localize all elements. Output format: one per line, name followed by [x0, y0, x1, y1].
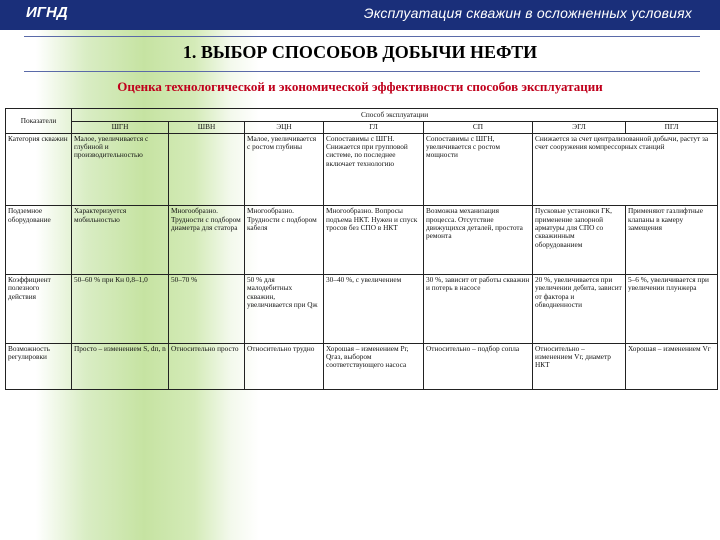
- table-cell: Сопоставимы с ШГН, увеличивается с ростом мощности: [424, 133, 533, 206]
- header-topic: Эксплуатация скважин в осложненных условиях: [363, 5, 692, 21]
- table-cell: Многообразно. Вопросы подъема НКТ. Нужен и спуск тросов без СПО в НКТ: [324, 206, 424, 275]
- table-cell: 50 % для малодебитных скважин, увеличивается при Qж: [245, 274, 324, 343]
- column-header: ЭГЛ: [533, 122, 626, 133]
- column-header: ШВН: [169, 122, 245, 133]
- table-cell: Характеризуется мобильностью: [72, 206, 169, 275]
- row-header: Подземное оборудование: [6, 206, 72, 275]
- comparison-table: [5, 108, 717, 390]
- table-cell: 30 %, зависит от работы скважин и потерь в насосе: [424, 274, 533, 343]
- table-cell: Многообразно. Трудности с подбором кабеля: [245, 206, 324, 275]
- table-cell: Относительно трудно: [245, 343, 324, 389]
- page-title: 1. ВЫБОР СПОСОБОВ ДОБЫЧИ НЕФТИ: [182, 42, 538, 62]
- table-cell: Относительно просто: [169, 343, 245, 389]
- column-header: ЭЦН: [245, 122, 324, 133]
- table-cell: Сопоставимы с ШГН. Снижается при групповой системе, по последнее включает технологию: [324, 133, 424, 206]
- column-header: СП: [424, 122, 533, 133]
- table-cell: Пусковые установки ГК, применение запорной арматуры для СПО со скважинным оборудованием: [533, 206, 626, 275]
- table-cell: Относительно – подбор сопла: [424, 343, 533, 389]
- table-cell: 50–70 %: [169, 274, 245, 343]
- table-cell: [169, 133, 245, 206]
- table-row: [6, 274, 718, 343]
- group-header: Способ эксплуатации: [72, 109, 718, 122]
- table-cell: Просто – изменением S, dп, n: [72, 343, 169, 389]
- table-cell: Снижается за счет централизованной добычи, растут за счет сооружения компрессорных станций: [533, 133, 718, 206]
- table-cell: Применяют газлифтные клапаны в камеру замещения: [626, 206, 718, 275]
- table-row: [6, 133, 718, 206]
- header-org: ИГНД: [26, 4, 68, 21]
- corner-header: Показатели: [6, 109, 72, 134]
- table-cell: 50–60 % при Кн 0,8–1,0: [72, 274, 169, 343]
- table-cell: Хорошая – изменением Vг: [626, 343, 718, 389]
- table-cell: Хорошая – изменением Рг, Qгаз, выбором соответствующего насоса: [324, 343, 424, 389]
- column-header: ПГЛ: [626, 122, 718, 133]
- table-cell: Малое, увеличивается с ростом глубины: [245, 133, 324, 206]
- title-divider-bottom: [24, 71, 700, 72]
- table-cell: 20 %, увеличивается при увеличении дебита, зависит от фактора и обводненности: [533, 274, 626, 343]
- header-bar: [0, 0, 720, 30]
- row-header: Коэффициент полезного действия: [6, 274, 72, 343]
- table-cell: Малое, увеличивается с глубиной и производительностью: [72, 133, 169, 206]
- page-subtitle: Оценка технологической и экономической эффективности способов эксплуатации: [117, 79, 603, 94]
- table-cell: Возможна механизация процесса. Отсутствие движущихся деталей, простота ремонта: [424, 206, 533, 275]
- table-row: [6, 343, 718, 389]
- table-cell: 5–6 %, увеличивается при увеличении плунжера: [626, 274, 718, 343]
- table-row: [6, 206, 718, 275]
- row-header: Категория скважин: [6, 133, 72, 206]
- column-header: ГЛ: [324, 122, 424, 133]
- table-cell: Многообразно. Трудности с подбором диаметра для статора: [169, 206, 245, 275]
- row-header: Возможность регулировки: [6, 343, 72, 389]
- column-header: ШГН: [72, 122, 169, 133]
- table-cell: Относительно – изменением Vг, диаметр НКТ: [533, 343, 626, 389]
- table-cell: 30–40 %, с увеличением: [324, 274, 424, 343]
- title-divider-top: [24, 36, 700, 37]
